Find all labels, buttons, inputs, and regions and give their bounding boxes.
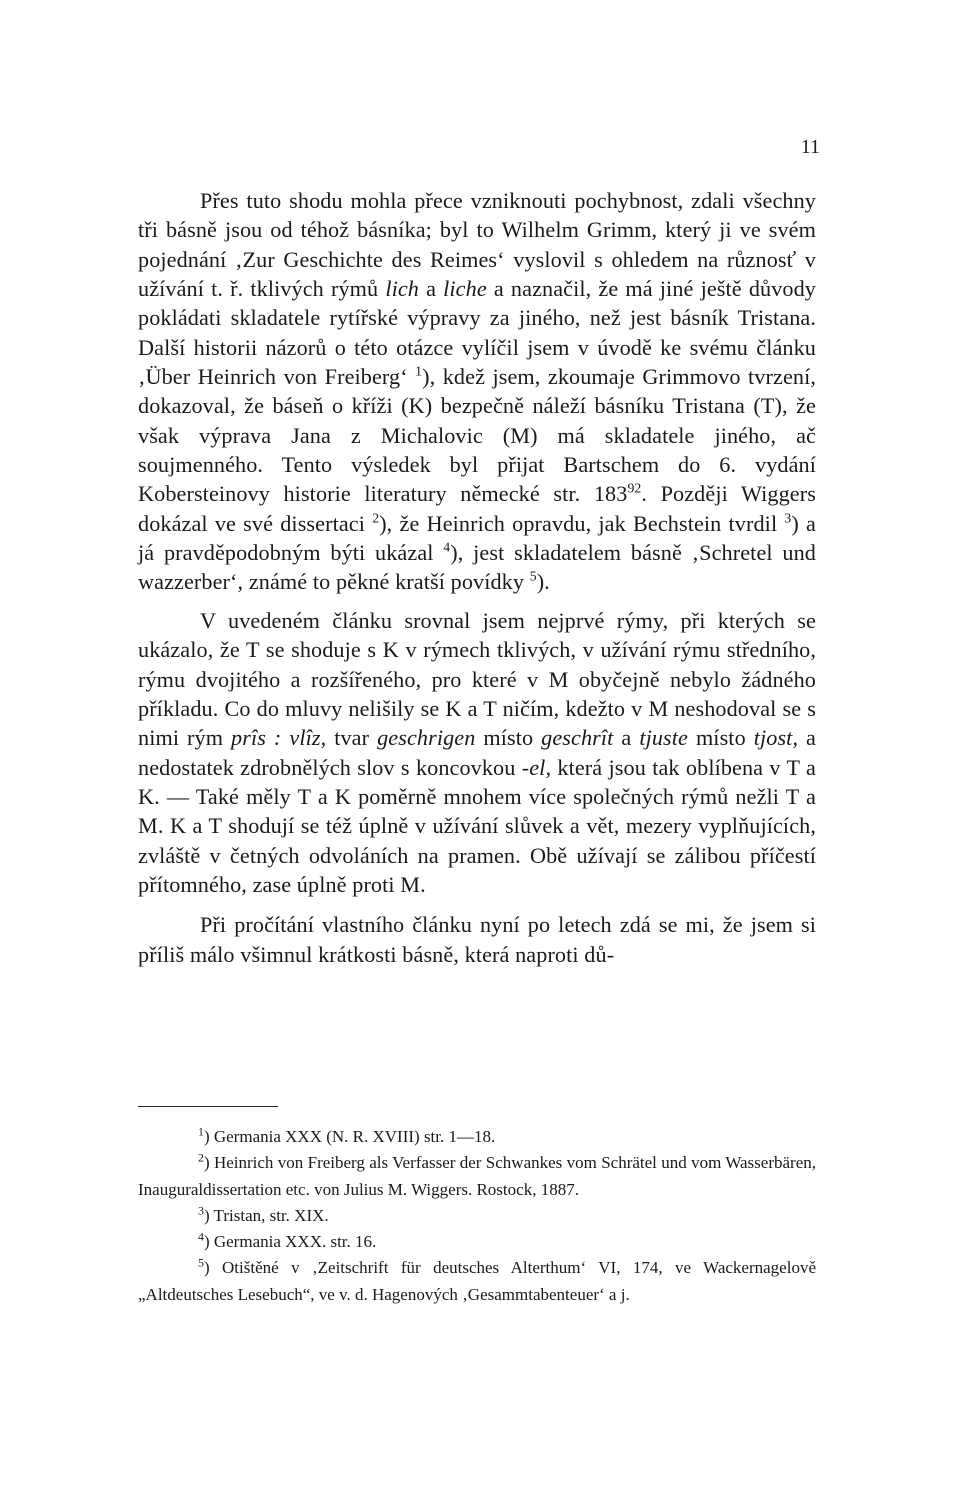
text-run: ), kdež jsem, zkoumaje Grimmovo tvrzení, dokazoval, že báseň o kříži (K) bezpečně náleží básníku Tristana (T), že však výprava Jana z Michalovic (M) má skladatele jiného, ač soujmenného. Tento výsledek byl přijat Bartschem do 6. vydání Kobersteinovy historie literatury německé str. 183 (138, 364, 816, 507)
text-run: a (419, 276, 444, 302)
body-text (138, 186, 816, 969)
paragraph (138, 910, 816, 969)
footnote-mark: 5 (198, 1255, 204, 1270)
footnote-text: ) Otištěné v ‚Zeitschrift für deutsches Alterthum‘ VI, 174, ve Wackernagelově „Altdeutsches Lesebuch“, ve v. d. Hagenových ‚Gesammtabenteuer‘ a j. (138, 1258, 816, 1304)
italic-term: prîs : vlîz, (231, 725, 327, 751)
footnote-text: ) Germania XXX (N. R. XVIII) str. 1—18. (203, 1127, 496, 1146)
italic-term: -el, (521, 754, 552, 780)
italic-term: tjost, (753, 725, 799, 751)
italic-term: liche (443, 276, 487, 302)
footnote-reference: 5 (529, 569, 537, 585)
text-run: Při pročítání vlastního článku nyní po letech zdá se mi, že jsem si příliš málo všimnul krátkosti básně, která naproti dů- (138, 912, 816, 967)
text-run: a naznačil, že má jiné ještě důvody pokládati skladatele rytířské výpravy za jiného, než jest básník Tristana. Další historii názorů o této otázce vylíčil jsem v úvodě ke svému článku ‚Über Heinrich von Freiberg‘ (138, 276, 816, 390)
footnote-mark: 2 (198, 1150, 204, 1165)
text-run: Přes tuto shodu mohla přece vzniknouti pochybnost, zdali všechny tři básně jsou od téhož básníka; byl to Wilhelm Grimm, který ji ve svém pojednání ‚Zur Geschichte des Reimes‘ vyslovil s ohledem na různosť v užívání t. ř. tklivých rýmů (138, 188, 816, 302)
page-number: 11 (800, 136, 820, 158)
text-run: a (613, 725, 640, 751)
italic-term: lich (385, 276, 419, 302)
text-run: která jsou tak oblíbena v T a K. — Také měly T a K poměrně mnohem více společných rýmů nežli T a M. K a T shodují se též úplně v užívání slůvek a vět, mezery vyplňujících, zvláště v četných odvoláních na pramen. Obě užívají se zálibou příčestí přítomného, zase úplně proti M. (138, 754, 817, 897)
text-run: ). (536, 569, 550, 595)
footnotes (138, 1124, 816, 1308)
footnote (138, 1150, 816, 1203)
footnote (138, 1124, 816, 1150)
text-run: místo (475, 725, 542, 751)
footnote-reference: 1 (415, 363, 423, 379)
italic-term: tjuste (639, 725, 688, 751)
footnote-reference: 2 (372, 510, 380, 526)
footnote-text: ) Heinrich von Freiberg als Verfasser der Schwankes vom Schrätel und vom Wasserbären, Inauguraldissertation etc. von Julius M. Wiggers. Rostock, 1887. (138, 1153, 816, 1199)
footnote-text: ) Germania XXX. str. 16. (203, 1232, 377, 1252)
footnote-mark: 1 (198, 1124, 204, 1139)
footnote (138, 1255, 816, 1308)
text-run: ) a já pravděpodobným býti ukázal (138, 510, 816, 566)
text-run: a nedostatek zdrobnělých slov s koncovkou (138, 725, 816, 780)
text-run: tvar (326, 725, 378, 751)
text-run: místo (687, 725, 754, 751)
footnote (138, 1229, 816, 1255)
footnote-divider (138, 1106, 278, 1107)
italic-term: geschrigen (377, 725, 476, 751)
text-run: ), že Heinrich opravdu, jak Bechstein tvrdil (379, 510, 785, 536)
italic-term: geschrît (541, 725, 614, 751)
footnote (138, 1203, 816, 1229)
footnote-mark: 4 (198, 1229, 204, 1244)
paragraph (138, 186, 816, 597)
text-run: ), jest skladatelem básně ‚Schretel und wazzerber‘, známé to pěkné kratší povídky (138, 540, 816, 595)
text-run: V uvedeném článku srovnal jsem nejprvé rýmy, při kterých se ukázalo, že T se shoduje s K v rýmech tklivých, v užívání rýmu středního, rýmu dvojitého a rozšířeného, pro které v M obyčejně nebylo žádného příkladu. Co do mluvy nelišily se K a T ničím, kdežto v M neshodoval se s nimi rým (138, 607, 816, 751)
footnote-reference: 4 (443, 539, 451, 555)
footnote-reference: 3 (784, 510, 792, 526)
footnote-reference: 92 (627, 481, 642, 497)
footnote-mark: 3 (198, 1203, 204, 1218)
footnote-text: ) Tristan, str. XIX. (203, 1205, 329, 1225)
text-run: . Později Wiggers dokázal ve své dissertaci (138, 481, 816, 536)
paragraph (138, 606, 816, 899)
